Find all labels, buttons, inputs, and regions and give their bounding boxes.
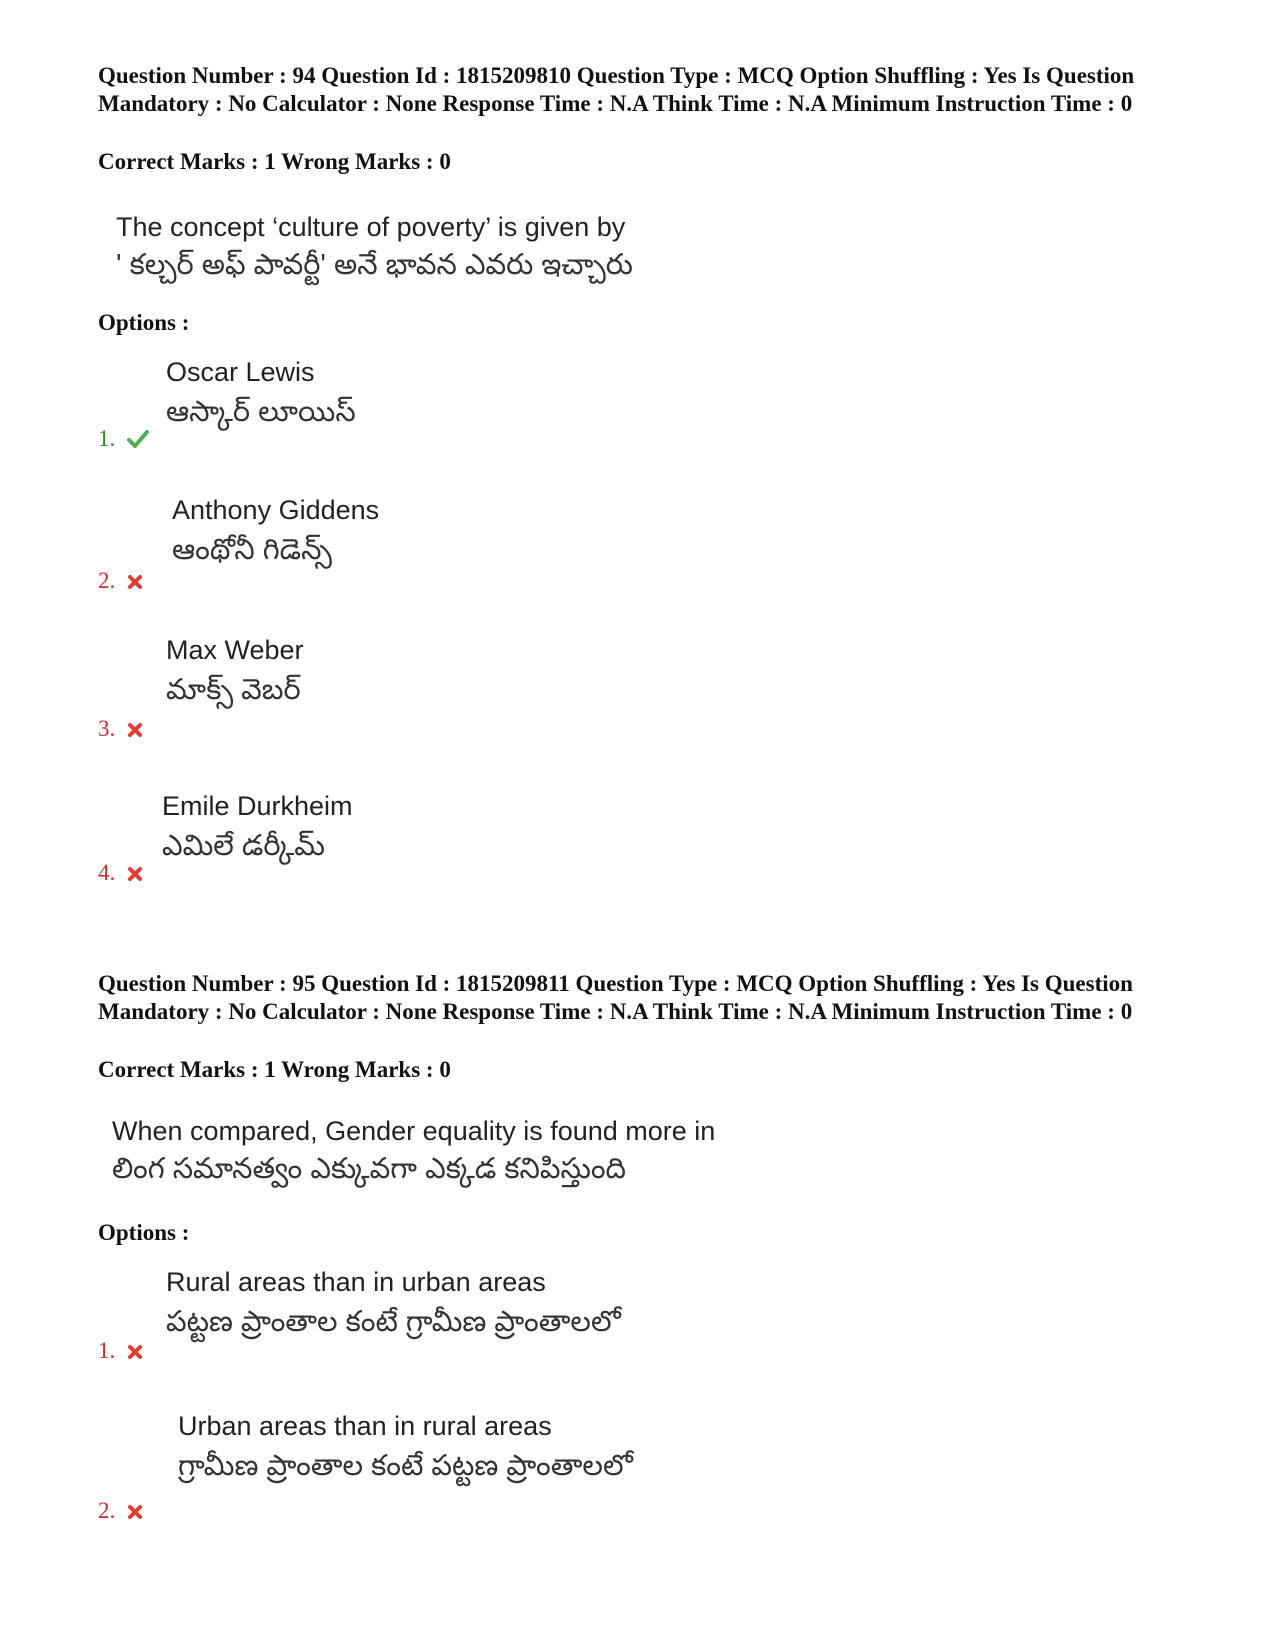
question-94-option-4 (162, 786, 353, 866)
question-95-option-2 (178, 1406, 633, 1486)
cross-icon (127, 1500, 143, 1526)
option-text-te: గ్రామీణ ప్రాంతాల కంటే పట్టణ ప్రాంతాలలో (178, 1450, 633, 1482)
option-text-te: మాక్స్ వెబర్ (166, 674, 301, 706)
option-number: 4. (98, 860, 116, 885)
question-95-text-en: When compared, Gender equality is found more in (112, 1116, 716, 1146)
question-94-option-2 (172, 490, 379, 570)
question-94-marks: Correct Marks : 1 Wrong Marks : 0 (98, 149, 451, 174)
cross-icon (127, 1340, 143, 1366)
option-text-en: Oscar Lewis (166, 357, 315, 387)
question-95-option-1-number (98, 1338, 143, 1366)
question-95-option-1 (166, 1262, 621, 1342)
check-icon (127, 428, 149, 454)
question-95-options-label: Options : (98, 1220, 190, 1245)
question-94-text (116, 208, 633, 284)
question-95-marks: Correct Marks : 1 Wrong Marks : 0 (98, 1057, 451, 1082)
question-94-option-2-number (98, 568, 143, 596)
cross-icon (127, 718, 143, 744)
question-95-meta: Question Number : 95 Question Id : 1815209811 Question Type : MCQ Option Shuffling : Yes Is Question Mandatory : No Calculator : None Response Time : N.A Think Time : N.A Minimum Instruction Time : 0 (98, 971, 1133, 1024)
option-number: 2. (98, 1498, 116, 1523)
option-text-en: Anthony Giddens (172, 495, 380, 525)
question-95-option-2-number (98, 1498, 143, 1526)
option-text-te: ఆంథోనీ గిడెన్స్ (172, 534, 332, 566)
option-text-en: Emile Durkheim (162, 791, 353, 821)
question-94-text-te: ' కల్చర్ అఫ్ పావర్టీ' అనే భావన ఎవరు ఇచ్చారు (116, 249, 633, 281)
option-number: 1. (98, 1338, 116, 1363)
option-text-te: ఆస్కార్ లూయిస్ (166, 396, 356, 428)
option-text-en: Rural areas than in urban areas (166, 1267, 546, 1297)
cross-icon (127, 862, 143, 888)
cross-icon (127, 570, 143, 596)
option-text-te: పట్టణ ప్రాంతాల కంటే గ్రామీణ ప్రాంతాలలో (166, 1306, 621, 1338)
question-94-option-3-number (98, 716, 143, 744)
option-number: 3. (98, 716, 116, 741)
question-95-text-te: లింగ సమానత్వం ఎక్కువగా ఎక్కడ కనిపిస్తుంది (112, 1153, 627, 1185)
question-94-option-1 (166, 352, 356, 432)
option-number: 1. (98, 426, 116, 451)
option-text-en: Urban areas than in rural areas (178, 1411, 552, 1441)
question-94-meta: Question Number : 94 Question Id : 1815209810 Question Type : MCQ Option Shuffling : Yes Is Question Mandatory : No Calculator : None Response Time : N.A Think Time : N.A Minimum Instruction Time : 0 (98, 63, 1135, 116)
question-94-option-3 (166, 630, 304, 710)
option-text-te: ఎమిలే డర్కీమ్ (162, 830, 325, 862)
question-95-text (112, 1112, 715, 1188)
option-text-en: Max Weber (166, 635, 304, 665)
question-94-options-label: Options : (98, 310, 190, 335)
option-number: 2. (98, 568, 116, 593)
question-94-text-en: The concept ‘culture of poverty’ is given by (116, 212, 626, 242)
question-94-option-4-number (98, 860, 143, 888)
question-94-option-1-number (98, 426, 149, 454)
